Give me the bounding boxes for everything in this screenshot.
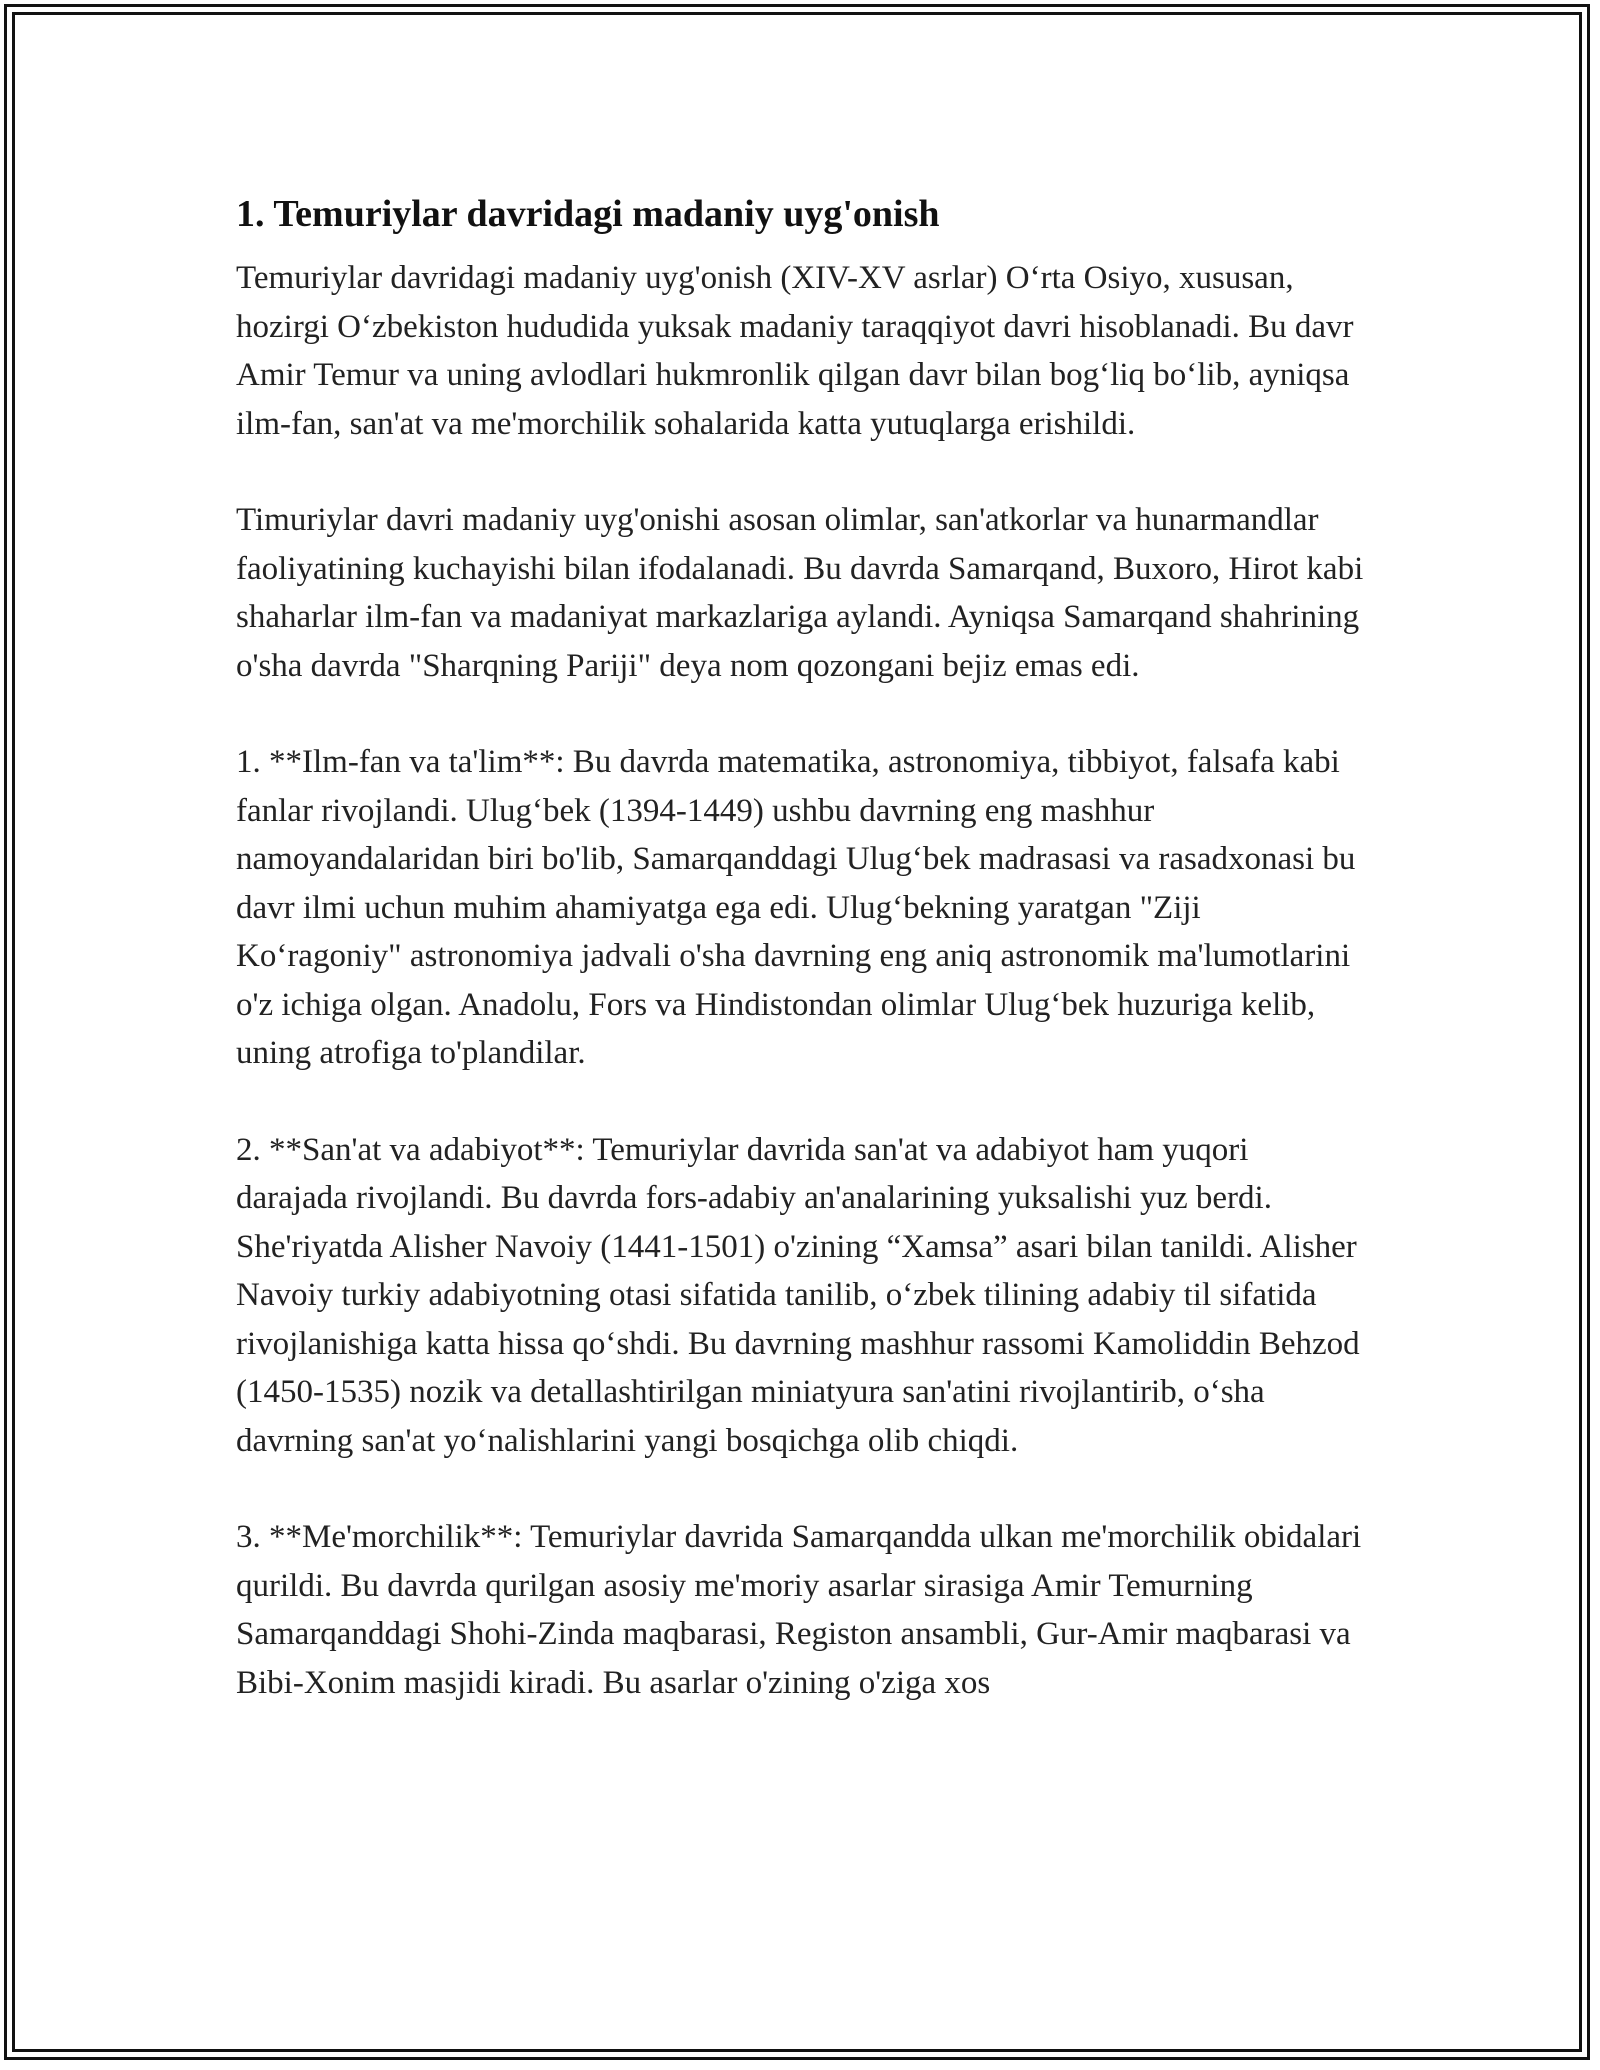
paragraph-architecture: 3. **Me'morchilik**: Temuriylar davrida Samarqandda ulkan me'morchilik obidalari qurildi. Bu davrda qurilgan asosiy me'moriy asarlar sirasiga Amir Temurning Samarqanddagi Shohi-Zinda maqbarasi, Registon ansambli, Gur-Amir maqbarasi va Bibi-Xonim masjidi kiradi. Bu asarlar o'zining o'ziga xos bbox=[236, 1519, 1362, 1701]
paragraph-science: 1. **Ilm-fan va ta'lim**: Bu davrda matematika, astronomiya, tibbiyot, falsafa kabi fanlar rivojlandi. Ulug‘bek (1394-1449) ushbu davrning eng mashhur namoyandalaridan biri bo'lib, Samarqanddagi Ulug‘bek madrasasi va rasadxonasi bu davr ilmi uchun muhim ahamiyatga ega edi. Ulug‘bekning yaratgan "Ziji Ko‘ragoniy" astronomiya jadvali o'sha davrning eng aniq astronomik ma'lumotlarini o'z ichiga olgan. Anadolu, Fors va Hindistondan olimlar Ulug‘bek huzuriga kelib, uning atrofiga to'plandilar. bbox=[236, 744, 1356, 1071]
paragraph-intro: Temuriylar davridagi madaniy uyg'onish (XIV-XV asrlar) O‘rta Osiyo, xususan, hozirgi O‘zbekiston hududida yuksak madaniy taraqqiyot davri hisoblanadi. Bu davr Amir Temur va uning avlodlari hukmronlik qilgan davr bilan bog‘liq bo‘lib, ayniqsa ilm-fan, san'at va me'morchilik sohalarida katta yutuqlarga erishildi. bbox=[236, 260, 1354, 442]
paragraph-art-literature: 2. **San'at va adabiyot**: Temuriylar davrida san'at va adabiyot ham yuqori darajada rivojlandi. Bu davrda fors-adabiy an'analarining yuksalishi yuz berdi. She'riyatda Alisher Navoiy (1441-1501) o'zining “Xamsa” asari bilan tanildi. Alisher Navoiy turkiy adabiyotning otasi sifatida tanilib, o‘zbek tilining adabiy til sifatida rivojlanishiga katta hissa qo‘shdi. Bu davrning mashhur rassomi Kamoliddin Behzod (1450-1535) nozik va detallashtirilgan miniatyura san'atini rivojlantirib, o‘sha davrning san'at yo‘nalishlarini yangi bosqichga olib chiqdi. bbox=[236, 1131, 1360, 1459]
paragraph-centers: Timuriylar davri madaniy uyg'onishi asosan olimlar, san'atkorlar va hunarmandlar faoliyatining kuchayishi bilan ifodalanadi. Bu davrda Samarqand, Buxoro, Hirot kabi shaharlar ilm-fan va madaniyat markazlariga aylandi. Ayniqsa Samarqand shahrining o'sha davrda "Sharqning Pariji" deya nom qozongani bejiz emas edi. bbox=[236, 502, 1364, 684]
page-title: 1. Temuriylar davridagi madaniy uyg'onish bbox=[236, 193, 940, 235]
document-body bbox=[236, 188, 1366, 1755]
